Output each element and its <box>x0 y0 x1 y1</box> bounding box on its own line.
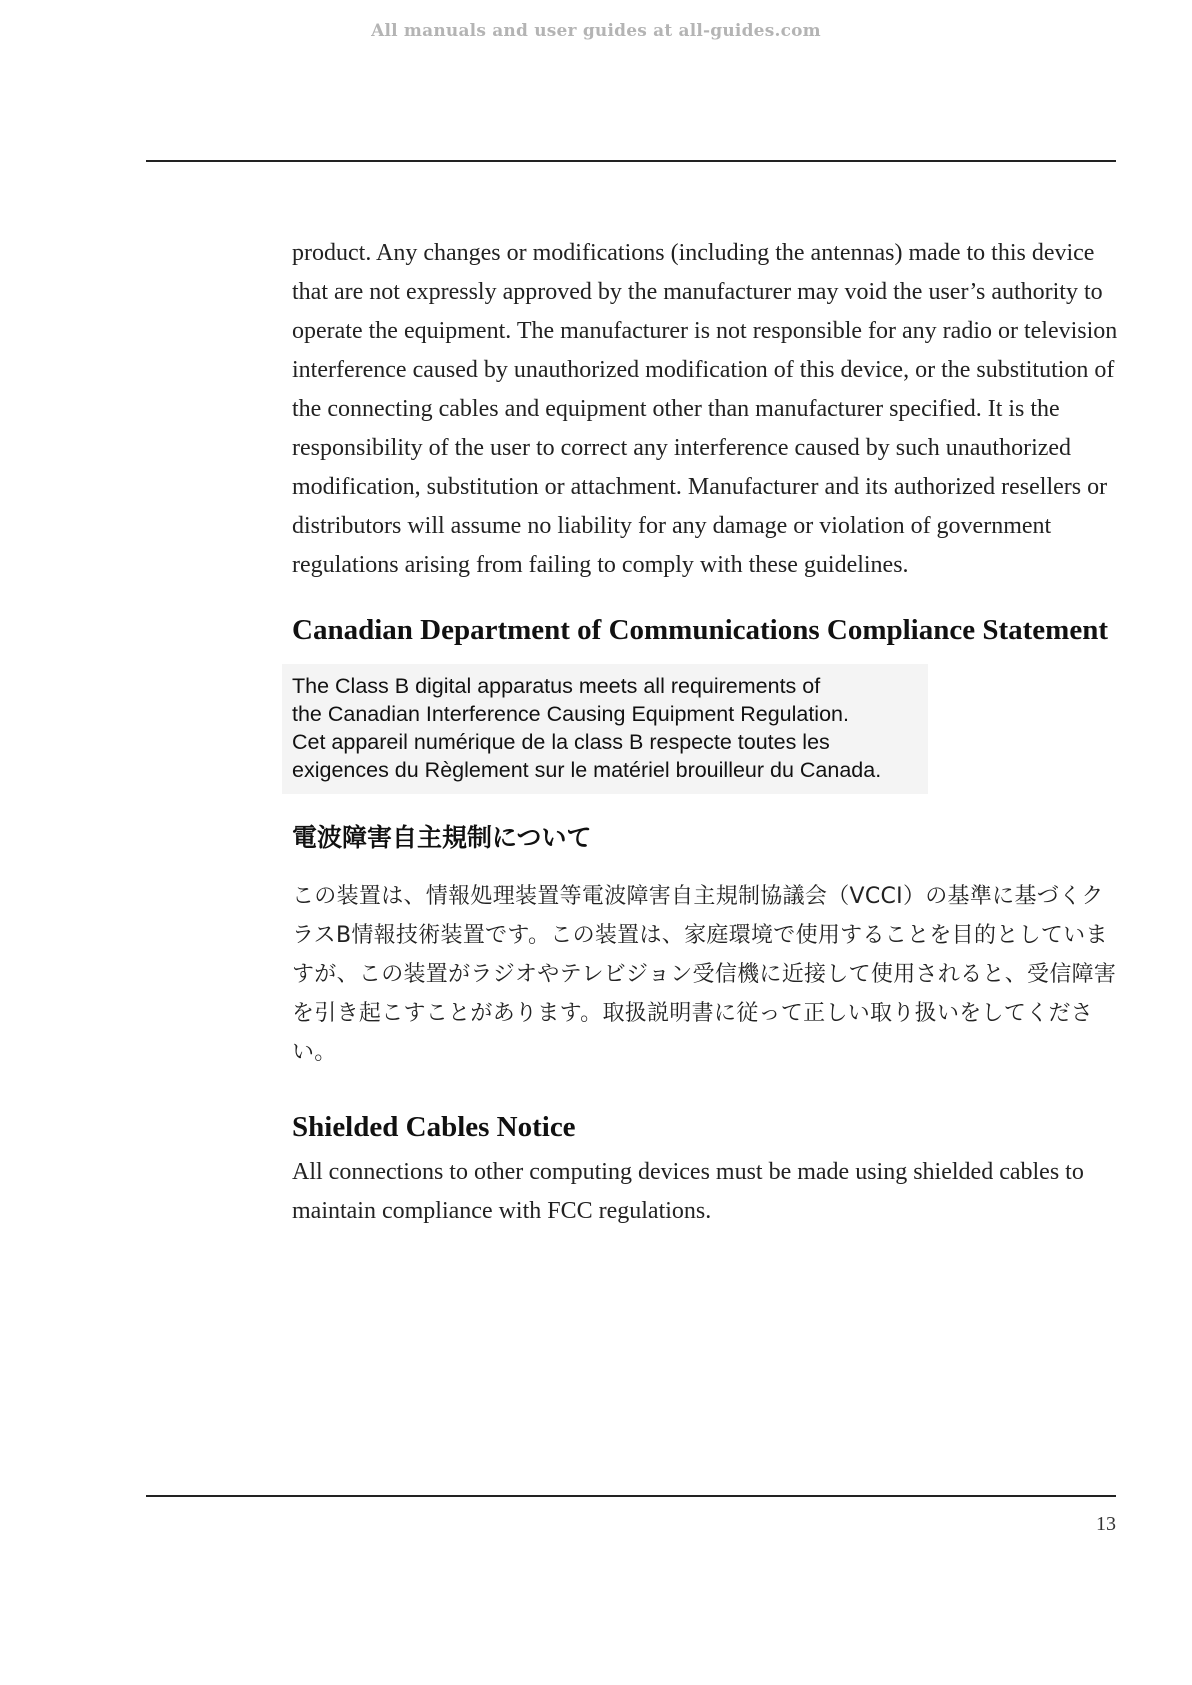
vcci-paragraph: この装置は、情報処理装置等電波障害自主規制協議会（VCCI）の基準に基づくクラスB情報技術装置です。この装置は、家庭環境で使用することを目的としていますが、この装置がラジオやテレビジョン受信機に近接して使用されると、受信障害を引き起こすことがあります。取扱説明書に従って正しい取り扱いをしてください。 <box>292 883 1117 1065</box>
vcci-heading: 電波障害自主規制について <box>292 823 592 852</box>
page-content <box>292 234 1122 1231</box>
page-number: 13 <box>1096 1513 1116 1535</box>
canada-notice-line: The Class B digital apparatus meets all requirements of <box>292 674 821 698</box>
canada-compliance-heading: Canadian Department of Communications Compliance Statement <box>292 614 1108 646</box>
shielded-cables-heading: Shielded Cables Notice <box>292 1110 576 1143</box>
shielded-cables-paragraph: All connections to other computing devices must be made using shielded cables to maintain compliance with FCC regulations. <box>292 1158 1084 1224</box>
footer-rule <box>146 1495 1116 1497</box>
watermark: All manuals and user guides at all-guides.com <box>371 21 821 41</box>
canada-notice-line: the Canadian Interference Causing Equipment Regulation. <box>292 702 849 726</box>
canada-notice-line: exigences du Règlement sur le matériel brouilleur du Canada. <box>292 758 882 782</box>
canada-notice-line: Cet appareil numérique de la class B respecte toutes les <box>292 730 830 754</box>
canada-notice-box <box>282 664 928 794</box>
intro-paragraph: product. Any changes or modifications (including the antennas) made to this device that are not expressly approved by the manufacturer may void the user’s authority to operate the equipment. The manufacturer is not responsible for any radio or television interference caused by unauthorized modification of this device, or the substitution of the connecting cables and equipment other than manufacturer specified. It is the responsibility of the user to correct any interference caused by such unauthorized modification, substitution or attachment. Manufacturer and its authorized resellers or distributors will assume no liability for any damage or violation of government regulations arising from failing to comply with these guidelines. <box>292 240 1118 578</box>
header-rule <box>146 160 1116 162</box>
